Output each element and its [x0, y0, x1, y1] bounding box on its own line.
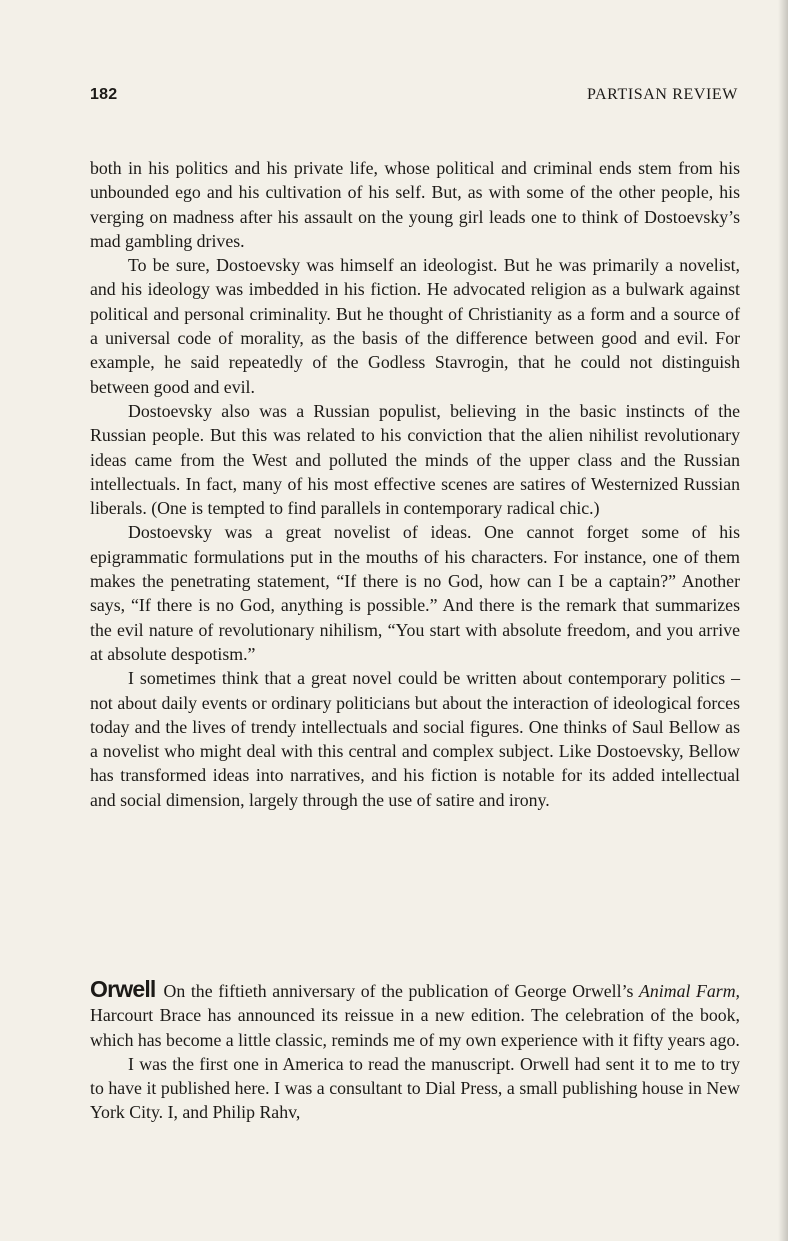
paragraph: I was the first one in America to read the manuscript. Orwell had sent it to me to try to have it published here. I was a consultant to Dial Press, a small publishing house in New York City. I, and Philip Rahv,	[90, 1053, 740, 1123]
section-lead-paragraph	[90, 977, 740, 1052]
paragraph: I sometimes think that a great novel could be written about contemporary politics – not about daily events or ordinary politicians but about the interaction of ideological forces today and the lives of trendy intellectuals and social figures. One thinks of Saul Bellow as a novelist who might deal with this central and complex subject. Like Dostoevsky, Bellow has transformed ideas into narratives, and his fiction is notable for its added intellectual and social dimension, largely through the use of satire and irony.	[90, 668, 740, 810]
paragraph: To be sure, Dostoevsky was himself an ideologist. But he was primarily a novelist, and his ideology was imbedded in his fiction. He advocated religion as a bulwark against political and personal criminality. But he thought of Christianity as a form and a source of a universal code of morality, as the basis of the difference between good and evil. For example, he said repeatedly of the Godless Stavrogin, that he could not distinguish between good and evil.	[90, 255, 740, 397]
running-head: PARTISAN REVIEW	[586, 86, 738, 103]
paragraph: both in his politics and his private life, whose political and criminal ends stem from his unbounded ego and his cultivation of his self. But, as with some of the other people, his verging on madness after his assault on the young girl leads one to think of Dostoevsky’s mad gambling drives.	[90, 158, 740, 251]
book-title: Animal Farm,	[639, 981, 740, 1001]
lead-text-after: Harcourt Brace has announced its reissue in a new edition. The celebration of the book, which has become a little classic, reminds me of my own experience with it fifty years ago.	[90, 1005, 740, 1050]
paragraph: Dostoevsky also was a Russian populist, believing in the basic instincts of the Russian people. But this was related to his conviction that the alien nihilist revolutionary ideas came from the West and polluted the minds of the upper class and the Russian intellectuals. In fact, many of his most effective scenes are satires of Westernized Russian liberals. (One is tempted to find parallels in contemporary radical chic.)	[90, 400, 740, 519]
orwell-section	[90, 977, 740, 1125]
paragraph: Dostoevsky was a great novelist of ideas. One cannot forget some of his epigrammatic formulations put in the mouths of his characters. For instance, one of them makes the penetrating statement, “If there is no God, how can I be a captain?” Another says, “If there is no God, anything is possible.” And there is the remark that summarizes the evil nature of revolutionary nihilism, “You start with absolute freedom, and you arrive at absolute despotism.”	[90, 522, 740, 664]
page-edge-shadow	[778, 0, 788, 1241]
article-body	[90, 156, 740, 812]
section-title: Orwell	[90, 976, 156, 1002]
page-number: 182	[90, 86, 118, 103]
lead-text-before: On the fiftieth anniversary of the publication of George Orwell’s	[163, 981, 640, 1001]
page-header	[90, 86, 738, 110]
